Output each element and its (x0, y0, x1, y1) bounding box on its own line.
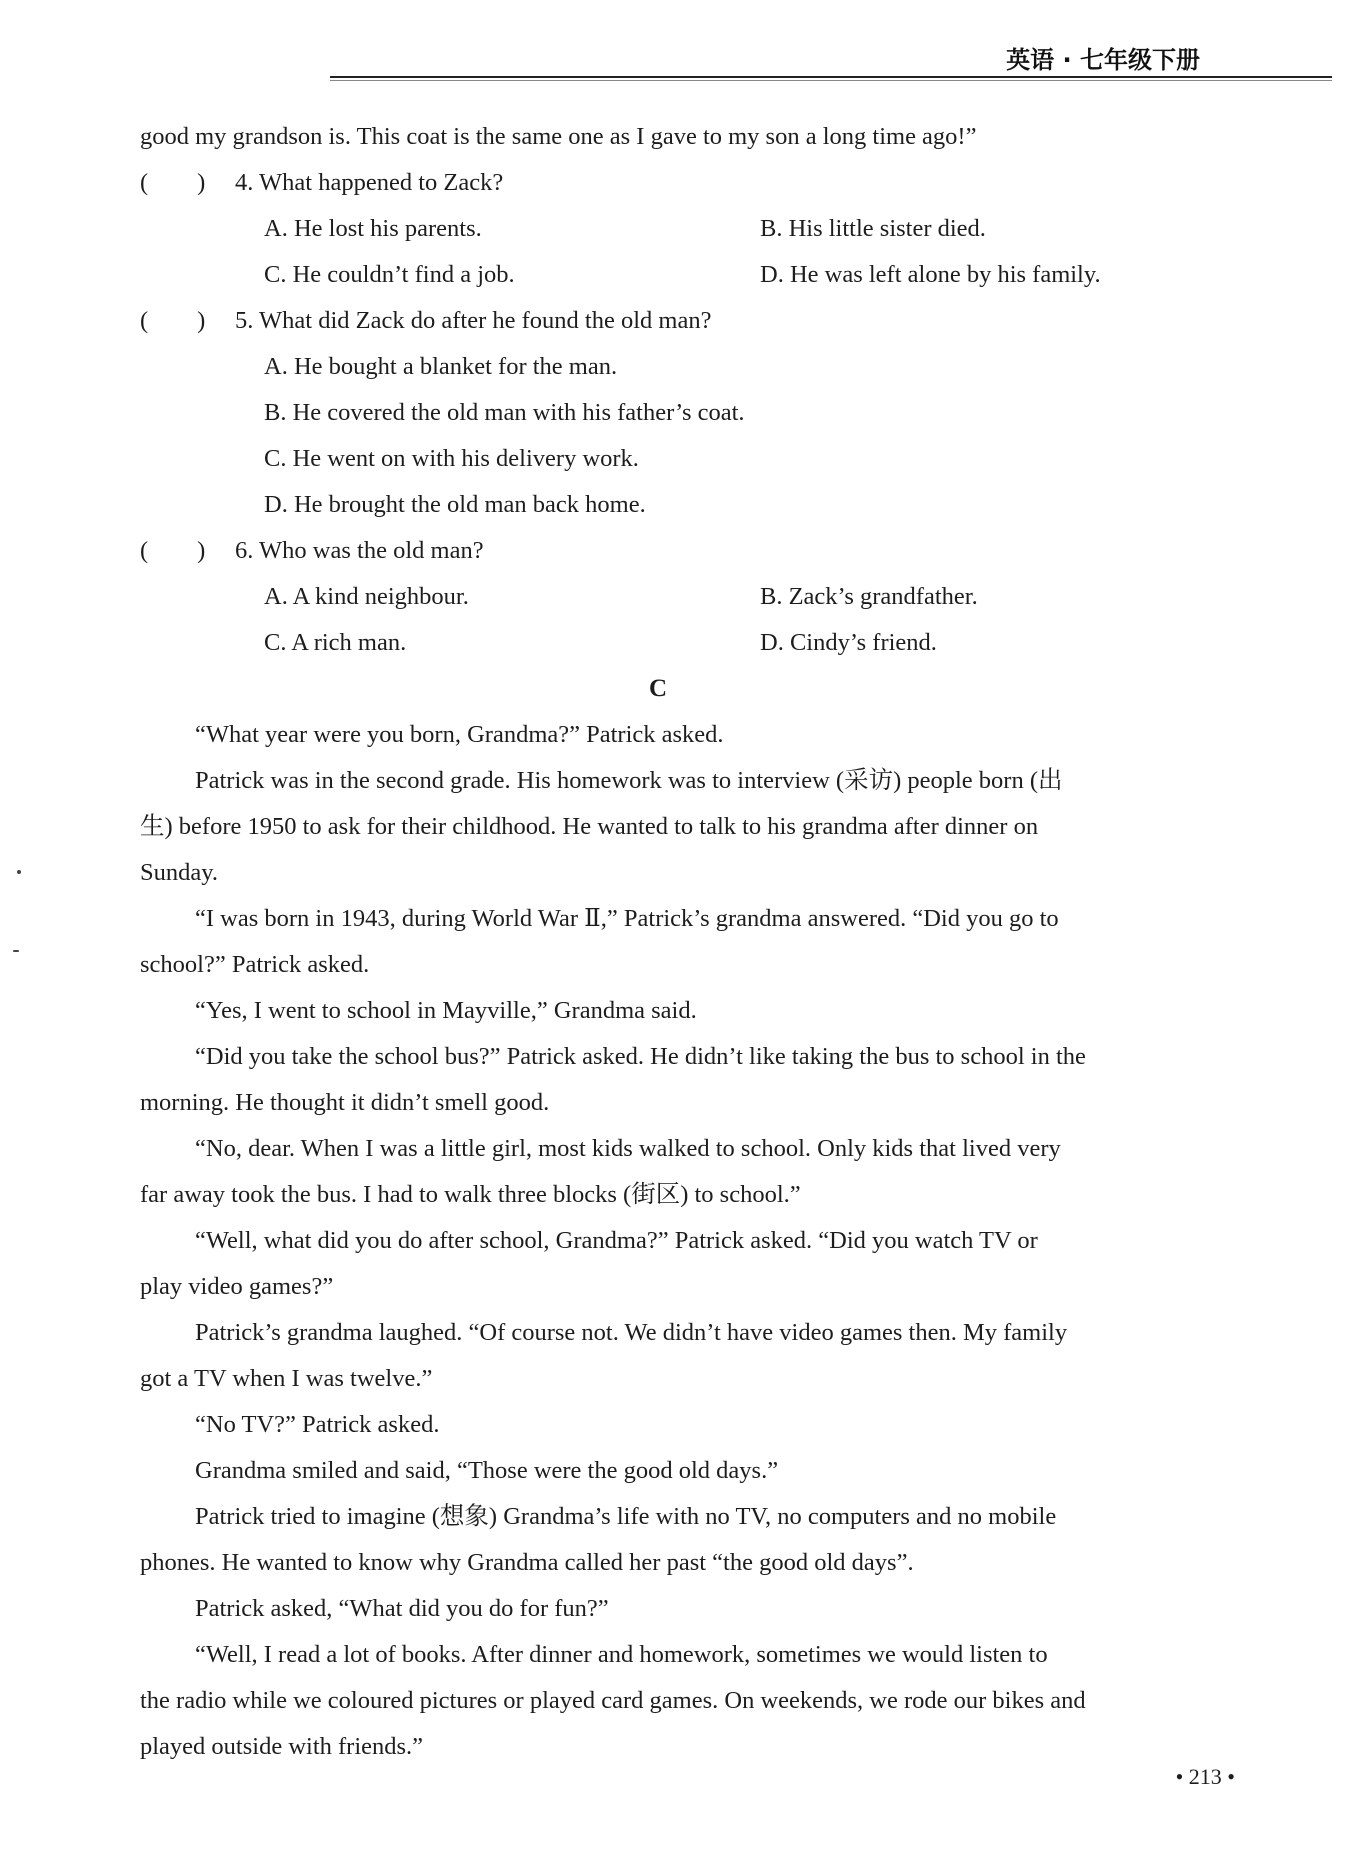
option-c[interactable]: C. A rich man. (264, 629, 407, 656)
question-stem (140, 528, 1260, 574)
question-stem (140, 298, 1260, 344)
options-row (264, 206, 1260, 252)
option-b[interactable]: B. Zack’s grandfather. (760, 583, 978, 610)
page-content (140, 114, 1260, 1770)
header-rule-thin (330, 80, 1332, 81)
option-b[interactable]: B. His little sister died. (760, 215, 986, 242)
passage-line: got a TV when I was twelve.” (140, 1365, 433, 1392)
option-c[interactable]: C. He went on with his delivery work. (264, 445, 639, 472)
passage-line: phones. He wanted to know why Grandma called her past “the good old days”. (140, 1549, 914, 1576)
reading-passage (140, 712, 1260, 1770)
answer-blank[interactable]: ( ) (140, 307, 206, 334)
passage-line: “What year were you born, Grandma?” Patrick asked. (195, 721, 724, 748)
header-rule (330, 76, 1332, 78)
question-6 (140, 528, 1260, 666)
passage-line: morning. He thought it didn’t smell good. (140, 1089, 550, 1116)
question-stem (140, 160, 1260, 206)
intro-line: good my grandson is. This coat is the same one as I gave to my son a long time ago!” (140, 123, 977, 150)
option-b[interactable]: B. He covered the old man with his father’s coat. (264, 399, 745, 426)
margin-mark (13, 950, 19, 952)
option-a[interactable]: A. He bought a blanket for the man. (264, 353, 618, 380)
question-text: 6. Who was the old man? (235, 537, 484, 564)
passage-line: “Yes, I went to school in Mayville,” Grandma said. (195, 997, 697, 1024)
answer-blank[interactable]: ( ) (140, 169, 206, 196)
option-d[interactable]: D. He brought the old man back home. (264, 491, 646, 518)
section-heading-c: C (648, 675, 668, 702)
passage-line: “Well, what did you do after school, Grandma?” Patrick asked. “Did you watch TV or (195, 1227, 1038, 1254)
passage-line: far away took the bus. I had to walk three blocks (街区) to school.” (140, 1181, 801, 1208)
options-row (264, 252, 1260, 298)
passage-line: play video games?” (140, 1273, 334, 1300)
passage-line: “No, dear. When I was a little girl, most kids walked to school. Only kids that lived very (195, 1135, 1061, 1162)
question-4 (140, 160, 1260, 298)
options (140, 574, 1260, 666)
running-header-title: 英语 · 七年级下册 (1006, 46, 1200, 74)
passage-line: “I was born in 1943, during World War Ⅱ,” Patrick’s grandma answered. “Did you go to (195, 905, 1059, 932)
question-text: 4. What happened to Zack? (235, 169, 504, 196)
passage-line: Sunday. (140, 859, 219, 886)
passage-line: school?” Patrick asked. (140, 951, 370, 978)
passage-line: the radio while we coloured pictures or played card games. On weekends, we rode our bikes and (140, 1687, 1086, 1714)
passage-line: “No TV?” Patrick asked. (195, 1411, 440, 1438)
passage-line: “Well, I read a lot of books. After dinner and homework, sometimes we would listen to (195, 1641, 1048, 1668)
option-d[interactable]: D. Cindy’s friend. (760, 629, 937, 656)
options-row (264, 620, 1260, 666)
options (140, 206, 1260, 298)
passage-line: Grandma smiled and said, “Those were the good old days.” (195, 1457, 779, 1484)
option-c[interactable]: C. He couldn’t find a job. (264, 261, 515, 288)
passage-line: Patrick asked, “What did you do for fun?” (195, 1595, 609, 1622)
passage-line: 生) before 1950 to ask for their childhood. He wanted to talk to his grandma after dinner on (140, 813, 1039, 840)
passage-line: “Did you take the school bus?” Patrick asked. He didn’t like taking the bus to school in the (195, 1043, 1086, 1070)
page-number: • 213 • (1175, 1764, 1235, 1789)
answer-blank[interactable]: ( ) (140, 537, 206, 564)
margin-mark (17, 870, 21, 874)
passage-line: Patrick tried to imagine (想象) Grandma’s life with no TV, no computers and no mobile (195, 1503, 1057, 1530)
passage-line: played outside with friends.” (140, 1733, 424, 1760)
question-text: 5. What did Zack do after he found the old man? (235, 307, 712, 334)
passage-line: Patrick’s grandma laughed. “Of course not. We didn’t have video games then. My family (195, 1319, 1068, 1346)
option-a[interactable]: A. A kind neighbour. (264, 583, 469, 610)
option-d[interactable]: D. He was left alone by his family. (760, 261, 1101, 288)
passage-line: Patrick was in the second grade. His homework was to interview (采访) people born (出 (195, 767, 1063, 794)
question-5 (140, 298, 1260, 528)
option-a[interactable]: A. He lost his parents. (264, 215, 482, 242)
options-row (264, 574, 1260, 620)
